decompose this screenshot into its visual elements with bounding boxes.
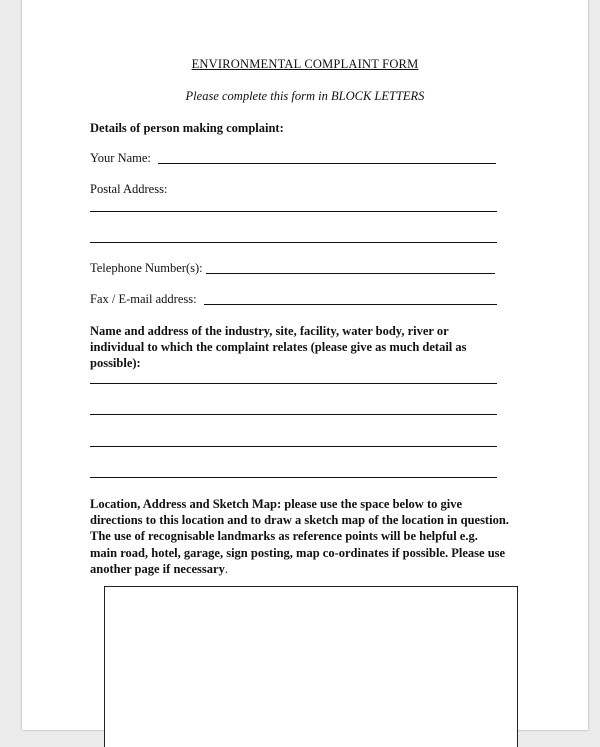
name-input-line[interactable] <box>158 163 496 164</box>
industry-details-line-3[interactable] <box>90 446 497 447</box>
name-label: Your Name: <box>90 151 151 165</box>
sketch-map-box[interactable] <box>104 586 518 747</box>
industry-details-line-4[interactable] <box>90 477 497 478</box>
location-instruction-line-4: main road, hotel, garage, sign posting, map co-ordinates if possible. Please use <box>90 545 506 560</box>
location-sketch-instruction <box>90 496 509 577</box>
postal-address-line-1[interactable] <box>90 211 497 212</box>
industry-details-line-1[interactable] <box>90 383 497 384</box>
section-heading-complainant: Details of person making complaint: <box>90 121 284 135</box>
location-instruction-line-5: another page if necessary <box>90 561 225 576</box>
industry-instruction-line-3: possible): <box>90 356 141 371</box>
telephone-input-line[interactable] <box>206 273 495 274</box>
location-instruction-line-1: Location, Address and Sketch Map: please use the space below to give <box>90 497 463 511</box>
location-instruction-line-3: The use of recognisable landmarks as reference points will be helpful e.g. <box>90 529 478 544</box>
location-instruction-period: . <box>224 561 228 576</box>
form-instruction: Please complete this form in BLOCK LETTERS <box>185 89 425 103</box>
industry-instruction-line-1: Name and address of the industry, site, facility, water body, river or <box>90 324 449 338</box>
form-page <box>22 0 588 730</box>
postal-address-label: Postal Address: <box>90 182 168 196</box>
postal-address-line-2[interactable] <box>90 242 497 243</box>
industry-instruction-line-2: individual to which the complaint relates (please give as much detail as <box>90 340 467 355</box>
fax-email-input-line[interactable] <box>204 304 497 305</box>
industry-details-line-2[interactable] <box>90 414 497 415</box>
location-instruction-line-5-wrap <box>90 561 509 577</box>
form-title: ENVIRONMENTAL COMPLAINT FORM <box>191 57 419 71</box>
industry-details-instruction <box>90 323 467 372</box>
location-instruction-line-2: directions to this location and to draw a sketch map of the location in question. <box>90 513 509 528</box>
fax-email-label: Fax / E-mail address: <box>90 292 197 306</box>
telephone-label: Telephone Number(s): <box>90 261 203 275</box>
